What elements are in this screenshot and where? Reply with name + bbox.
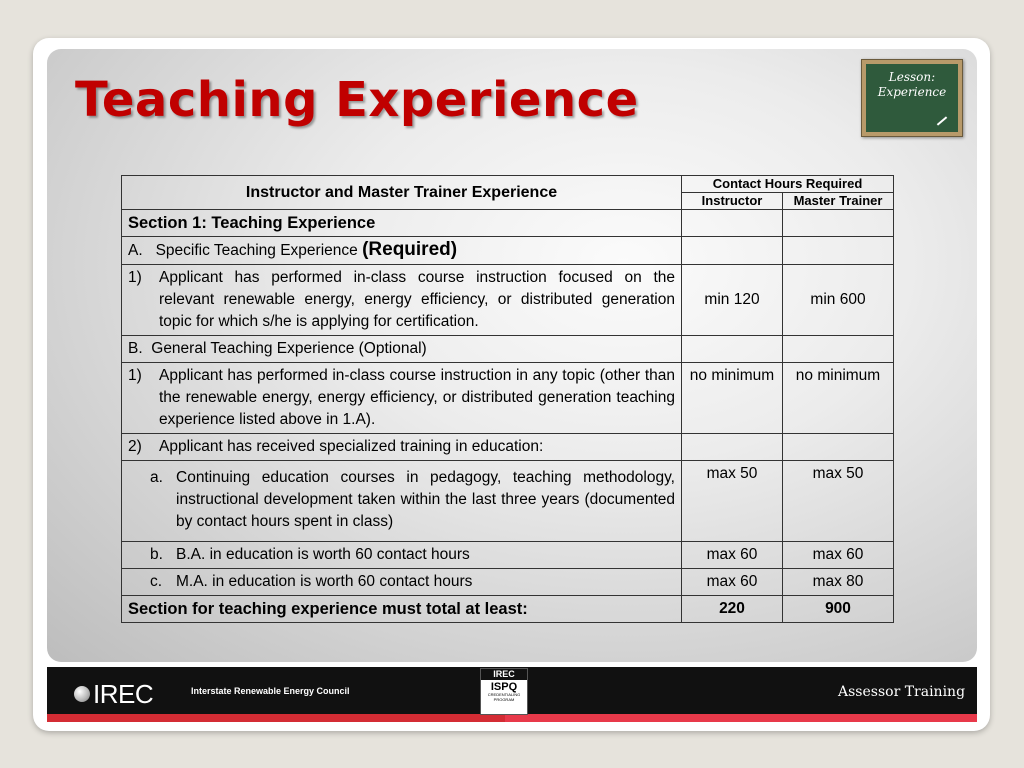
badge-line-2: Experience bbox=[877, 85, 947, 99]
chalkboard-surface bbox=[866, 64, 958, 132]
b2b-instructor: max 60 bbox=[682, 542, 783, 569]
row-a-heading: A. Specific Teaching Experience (Required) bbox=[122, 237, 682, 265]
row-b2-text: Applicant has received specialized training in education: bbox=[159, 438, 544, 455]
row-b2a-text: Continuing education courses in pedagogy, teaching methodology, instructional development taken within the last three years (documented by contact hours spent in class) bbox=[176, 469, 675, 530]
a1-instructor: min 120 bbox=[682, 265, 783, 336]
b2a-master: max 50 bbox=[783, 461, 894, 542]
table-row: 1) Applicant has performed in-class course instruction focused on the relevant renewable energy, energy efficiency, or distributed generation topic for which s/he is applying for certification. min 120 min 600 bbox=[122, 265, 894, 336]
header-contact-hours: Contact Hours Required bbox=[682, 176, 894, 193]
b2a-instructor: max 50 bbox=[682, 461, 783, 542]
b2c-instructor: max 60 bbox=[682, 569, 783, 596]
header-instructor: Instructor bbox=[682, 193, 783, 210]
b2c-master: max 80 bbox=[783, 569, 894, 596]
header-main: Instructor and Master Trainer Experience bbox=[122, 176, 682, 210]
row-b2c-text: M.A. in education is worth 60 contact hours bbox=[176, 573, 473, 590]
table-row: 1) Applicant has performed in-class course instruction in any topic (other than the renewable energy, energy efficiency, or distributed generation teaching experience listed above in 1.A). no minimum no minimum bbox=[122, 363, 894, 434]
required-label: (Required) bbox=[362, 239, 458, 260]
table-total-row bbox=[122, 596, 894, 623]
total-instructor: 220 bbox=[682, 596, 783, 623]
footer-red-stripe-right bbox=[505, 714, 977, 722]
table-row: c. M.A. in education is worth 60 contact hours max 60 max 80 bbox=[122, 569, 894, 596]
lesson-chalkboard-badge bbox=[861, 59, 963, 137]
table-row: 2) Applicant has received specialized training in education: bbox=[122, 434, 894, 461]
total-label: Section for teaching experience must total at least: bbox=[122, 596, 682, 623]
page-title: Teaching Experience bbox=[75, 72, 639, 128]
row-b2b-text: B.A. in education is worth 60 contact hours bbox=[176, 546, 470, 563]
irec-sphere-icon bbox=[74, 686, 90, 702]
section-1-heading: Section 1: Teaching Experience bbox=[122, 210, 682, 237]
row-a1-text: Applicant has performed in-class course instruction focused on the relevant renewable energy, energy efficiency, or distributed generation topic for which s/he is applying for certification. bbox=[159, 269, 675, 330]
irec-logo: IREC bbox=[74, 679, 153, 710]
table-row: a. Continuing education courses in pedagogy, teaching methodology, instructional development taken within the last three years (documented by contact hours spent in class) max 50 max 50 bbox=[122, 461, 894, 542]
header-master-trainer: Master Trainer bbox=[783, 193, 894, 210]
table-row bbox=[122, 210, 894, 237]
total-master: 900 bbox=[783, 596, 894, 623]
b1-master: no minimum bbox=[783, 363, 894, 434]
row-b1-text: Applicant has performed in-class course instruction in any topic (other than the renewable energy, energy efficiency, or distributed generation teaching experience listed above in 1.A). bbox=[159, 367, 675, 428]
badge-line-1: Lesson: bbox=[888, 70, 936, 84]
table-header-row bbox=[122, 176, 894, 193]
b1-instructor: no minimum bbox=[682, 363, 783, 434]
council-name: Interstate Renewable Energy Council bbox=[191, 686, 350, 696]
b2b-master: max 60 bbox=[783, 542, 894, 569]
ispq-logo: IREC ISPQ CREDENTIALING PROGRAM bbox=[480, 668, 528, 715]
experience-table bbox=[121, 175, 894, 623]
assessor-training-label: Assessor Training bbox=[838, 684, 966, 700]
row-b-heading: B. General Teaching Experience (Optional) bbox=[122, 336, 682, 363]
table-row: b. B.A. in education is worth 60 contact hours max 60 max 60 bbox=[122, 542, 894, 569]
table-row bbox=[122, 336, 894, 363]
a1-master: min 600 bbox=[783, 265, 894, 336]
chalk-icon bbox=[937, 116, 947, 125]
table-row bbox=[122, 237, 894, 265]
